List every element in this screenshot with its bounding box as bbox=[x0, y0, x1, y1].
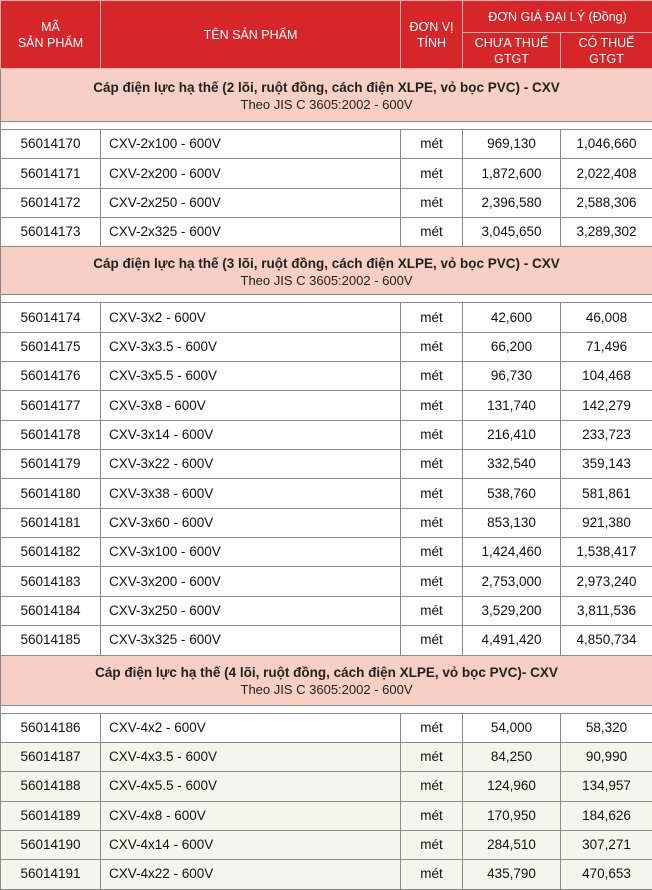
product-unit: mét bbox=[401, 626, 463, 655]
product-unit: mét bbox=[401, 596, 463, 625]
table-row bbox=[1, 830, 652, 859]
header-pre-tax-line1: CHƯA THUẾ bbox=[475, 36, 549, 50]
product-unit: mét bbox=[401, 332, 463, 361]
product-name: CXV-2x200 - 600V bbox=[101, 159, 401, 188]
product-code: 56014185 bbox=[1, 626, 101, 655]
product-unit: mét bbox=[401, 538, 463, 567]
price-with-tax: 4,850,734 bbox=[561, 626, 652, 655]
product-name: CXV-3x8 - 600V bbox=[101, 391, 401, 420]
product-unit: mét bbox=[401, 218, 463, 247]
product-code: 56014172 bbox=[1, 188, 101, 217]
price-pre-tax: 124,960 bbox=[463, 772, 561, 801]
section-header-cell bbox=[1, 69, 652, 122]
product-code: 56014188 bbox=[1, 772, 101, 801]
price-with-tax: 1,046,660 bbox=[561, 130, 652, 159]
product-unit: mét bbox=[401, 567, 463, 596]
product-unit: mét bbox=[401, 188, 463, 217]
section-header bbox=[1, 69, 652, 122]
product-code: 56014182 bbox=[1, 538, 101, 567]
product-code: 56014183 bbox=[1, 567, 101, 596]
price-pre-tax: 3,045,650 bbox=[463, 218, 561, 247]
header-with-tax-line2: GTGT bbox=[589, 52, 624, 66]
header-pre-tax bbox=[463, 33, 561, 69]
price-with-tax: 359,143 bbox=[561, 450, 652, 479]
product-name: CXV-2x100 - 600V bbox=[101, 130, 401, 159]
table-row bbox=[1, 391, 652, 420]
section-header bbox=[1, 655, 652, 705]
product-code: 56014170 bbox=[1, 130, 101, 159]
product-name: CXV-2x325 - 600V bbox=[101, 218, 401, 247]
price-with-tax: 3,811,536 bbox=[561, 596, 652, 625]
price-pre-tax: 435,790 bbox=[463, 860, 561, 889]
section-title: Cáp điện lực hạ thế (4 lõi, ruột đồng, cách điện XLPE, vỏ bọc PVC)- CXV bbox=[7, 664, 646, 682]
product-unit: mét bbox=[401, 450, 463, 479]
price-pre-tax: 1,872,600 bbox=[463, 159, 561, 188]
product-code: 56014177 bbox=[1, 391, 101, 420]
product-name: CXV-3x14 - 600V bbox=[101, 420, 401, 449]
product-unit: mét bbox=[401, 391, 463, 420]
product-unit: mét bbox=[401, 830, 463, 859]
table-row bbox=[1, 742, 652, 771]
product-name: CXV-4x14 - 600V bbox=[101, 830, 401, 859]
price-pre-tax: 131,740 bbox=[463, 391, 561, 420]
header-with-tax-line1: CÓ THUẾ bbox=[578, 36, 634, 50]
table-row bbox=[1, 538, 652, 567]
price-pre-tax: 84,250 bbox=[463, 742, 561, 771]
table-row bbox=[1, 218, 652, 247]
price-with-tax: 581,861 bbox=[561, 479, 652, 508]
table-row bbox=[1, 450, 652, 479]
price-with-tax: 2,022,408 bbox=[561, 159, 652, 188]
section-spacer-cell bbox=[1, 122, 652, 130]
section-title: Cáp điện lực hạ thế (3 lõi, ruột đồng, cách điện XLPE, vỏ bọc PVC) - CXV bbox=[7, 255, 646, 273]
header-product-name: TÊN SẢN PHẨM bbox=[101, 1, 401, 69]
price-pre-tax: 4,491,420 bbox=[463, 626, 561, 655]
table-header bbox=[1, 1, 652, 69]
product-code: 56014186 bbox=[1, 713, 101, 742]
price-with-tax: 142,279 bbox=[561, 391, 652, 420]
product-name: CXV-4x22 - 600V bbox=[101, 860, 401, 889]
product-name: CXV-4x3.5 - 600V bbox=[101, 742, 401, 771]
price-with-tax: 1,538,417 bbox=[561, 538, 652, 567]
header-unit bbox=[401, 1, 463, 69]
product-unit: mét bbox=[401, 772, 463, 801]
header-unit-line2: TÍNH bbox=[417, 36, 446, 50]
price-with-tax: 46,008 bbox=[561, 303, 652, 332]
product-code: 56014180 bbox=[1, 479, 101, 508]
price-pre-tax: 2,753,000 bbox=[463, 567, 561, 596]
price-with-tax: 470,653 bbox=[561, 860, 652, 889]
product-unit: mét bbox=[401, 159, 463, 188]
section-spacer-cell bbox=[1, 295, 652, 303]
product-code: 56014176 bbox=[1, 362, 101, 391]
product-unit: mét bbox=[401, 713, 463, 742]
section-subtitle: Theo JIS C 3605:2002 - 600V bbox=[7, 97, 646, 113]
price-pre-tax: 2,396,580 bbox=[463, 188, 561, 217]
section-subtitle: Theo JIS C 3605:2002 - 600V bbox=[7, 682, 646, 698]
section-spacer bbox=[1, 705, 652, 713]
table-row bbox=[1, 626, 652, 655]
price-pre-tax: 66,200 bbox=[463, 332, 561, 361]
price-with-tax: 184,626 bbox=[561, 801, 652, 830]
product-unit: mét bbox=[401, 508, 463, 537]
header-code-line1: MÃ bbox=[41, 20, 60, 34]
price-with-tax: 233,723 bbox=[561, 420, 652, 449]
header-price-group: ĐƠN GIÁ ĐẠI LÝ (Đồng) bbox=[463, 1, 652, 33]
product-code: 56014190 bbox=[1, 830, 101, 859]
product-code: 56014173 bbox=[1, 218, 101, 247]
table-row bbox=[1, 567, 652, 596]
table-body bbox=[1, 69, 652, 890]
table-row bbox=[1, 362, 652, 391]
product-unit: mét bbox=[401, 420, 463, 449]
table-row bbox=[1, 772, 652, 801]
product-name: CXV-3x5.5 - 600V bbox=[101, 362, 401, 391]
table-row bbox=[1, 303, 652, 332]
table-row bbox=[1, 860, 652, 889]
product-unit: mét bbox=[401, 801, 463, 830]
price-with-tax: 2,973,240 bbox=[561, 567, 652, 596]
product-name: CXV-3x60 - 600V bbox=[101, 508, 401, 537]
price-pre-tax: 1,424,460 bbox=[463, 538, 561, 567]
price-pre-tax: 170,950 bbox=[463, 801, 561, 830]
product-name: CXV-3x3.5 - 600V bbox=[101, 332, 401, 361]
price-pre-tax: 216,410 bbox=[463, 420, 561, 449]
price-pre-tax: 3,529,200 bbox=[463, 596, 561, 625]
product-unit: mét bbox=[401, 362, 463, 391]
product-name: CXV-3x100 - 600V bbox=[101, 538, 401, 567]
price-pre-tax: 96,730 bbox=[463, 362, 561, 391]
section-spacer bbox=[1, 295, 652, 303]
price-with-tax: 921,380 bbox=[561, 508, 652, 537]
product-unit: mét bbox=[401, 130, 463, 159]
product-name: CXV-4x2 - 600V bbox=[101, 713, 401, 742]
header-pre-tax-line2: GTGT bbox=[494, 52, 529, 66]
price-pre-tax: 853,130 bbox=[463, 508, 561, 537]
section-header-cell bbox=[1, 247, 652, 295]
table-row bbox=[1, 420, 652, 449]
table-row bbox=[1, 130, 652, 159]
product-unit: mét bbox=[401, 479, 463, 508]
table-row bbox=[1, 479, 652, 508]
price-pre-tax: 969,130 bbox=[463, 130, 561, 159]
product-code: 56014184 bbox=[1, 596, 101, 625]
product-unit: mét bbox=[401, 303, 463, 332]
header-with-tax bbox=[561, 33, 652, 69]
product-code: 56014187 bbox=[1, 742, 101, 771]
table-row bbox=[1, 159, 652, 188]
price-with-tax: 58,320 bbox=[561, 713, 652, 742]
header-code-line2: SẢN PHẨM bbox=[18, 36, 83, 50]
product-unit: mét bbox=[401, 860, 463, 889]
price-pre-tax: 332,540 bbox=[463, 450, 561, 479]
product-name: CXV-4x5.5 - 600V bbox=[101, 772, 401, 801]
table-row bbox=[1, 596, 652, 625]
section-header-cell bbox=[1, 655, 652, 705]
product-unit: mét bbox=[401, 742, 463, 771]
price-with-tax: 307,271 bbox=[561, 830, 652, 859]
product-name: CXV-3x250 - 600V bbox=[101, 596, 401, 625]
product-name: CXV-3x200 - 600V bbox=[101, 567, 401, 596]
product-code: 56014178 bbox=[1, 420, 101, 449]
price-with-tax: 90,990 bbox=[561, 742, 652, 771]
product-code: 56014179 bbox=[1, 450, 101, 479]
price-with-tax: 2,588,306 bbox=[561, 188, 652, 217]
product-name: CXV-3x38 - 600V bbox=[101, 479, 401, 508]
table-row bbox=[1, 188, 652, 217]
product-code: 56014171 bbox=[1, 159, 101, 188]
price-with-tax: 104,468 bbox=[561, 362, 652, 391]
product-name: CXV-4x8 - 600V bbox=[101, 801, 401, 830]
product-code: 56014174 bbox=[1, 303, 101, 332]
table-row bbox=[1, 713, 652, 742]
section-subtitle: Theo JIS C 3605:2002 - 600V bbox=[7, 273, 646, 289]
section-spacer-cell bbox=[1, 705, 652, 713]
price-pre-tax: 42,600 bbox=[463, 303, 561, 332]
header-code bbox=[1, 1, 101, 69]
price-pre-tax: 54,000 bbox=[463, 713, 561, 742]
product-code: 56014189 bbox=[1, 801, 101, 830]
table-row bbox=[1, 508, 652, 537]
price-with-tax: 3,289,302 bbox=[561, 218, 652, 247]
product-code: 56014181 bbox=[1, 508, 101, 537]
price-with-tax: 134,957 bbox=[561, 772, 652, 801]
header-unit-line1: ĐƠN VỊ bbox=[409, 20, 453, 34]
product-code: 56014191 bbox=[1, 860, 101, 889]
table-row bbox=[1, 332, 652, 361]
price-with-tax: 71,496 bbox=[561, 332, 652, 361]
product-name: CXV-3x325 - 600V bbox=[101, 626, 401, 655]
section-spacer bbox=[1, 122, 652, 130]
product-name: CXV-3x22 - 600V bbox=[101, 450, 401, 479]
section-title: Cáp điện lực hạ thế (2 lõi, ruột đồng, cách điện XLPE, vỏ bọc PVC) - CXV bbox=[7, 79, 646, 97]
price-pre-tax: 284,510 bbox=[463, 830, 561, 859]
table-row bbox=[1, 801, 652, 830]
price-pre-tax: 538,760 bbox=[463, 479, 561, 508]
product-name: CXV-2x250 - 600V bbox=[101, 188, 401, 217]
section-header bbox=[1, 247, 652, 295]
product-code: 56014175 bbox=[1, 332, 101, 361]
product-name: CXV-3x2 - 600V bbox=[101, 303, 401, 332]
